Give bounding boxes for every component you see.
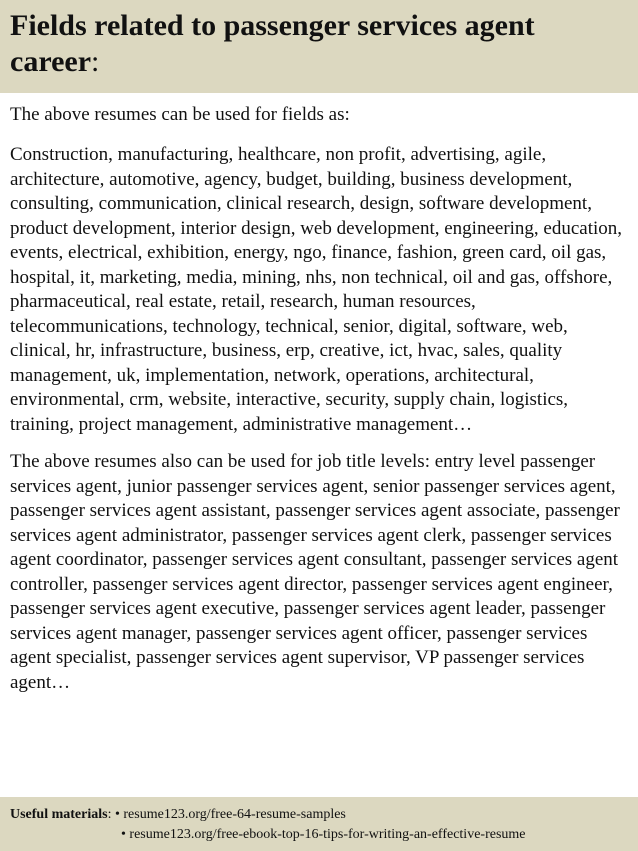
- footer-link-1[interactable]: • resume123.org/free-64-resume-samples: [114, 807, 346, 822]
- header-band: [0, 0, 638, 93]
- useful-materials-colon: :: [107, 807, 112, 822]
- job-levels-list: The above resumes also can be used for job title levels: entry level passenger services agent, junior passenger services agent, senior passenger services agent, passenger services agent assistant, passenger services agent associate, passenger services agent administrator, passenger services agent clerk, passenger services agent coordinator, passenger services agent consultant, passenger services agent controller, passenger services agent director, passenger services agent engineer, passenger services agent executive, passenger services agent leader, passenger services agent manager, passenger services agent officer, passenger services agent specialist, passenger services agent supervisor, VP passenger services agent…: [10, 451, 620, 693]
- page-title-text: Fields related to passenger services agent career: [10, 9, 535, 78]
- intro-text: The above resumes can be used for fields as:: [10, 104, 350, 125]
- footer-band: [0, 797, 638, 851]
- main-content: [0, 93, 638, 695]
- footer-link-2[interactable]: • resume123.org/free-ebook-top-16-tips-for-writing-an-effective-resume: [121, 827, 526, 842]
- useful-materials-label: Useful materials: [10, 807, 108, 822]
- page-title-colon: :: [91, 45, 100, 78]
- footer-row-2: [10, 825, 628, 845]
- page-title: [10, 8, 628, 80]
- fields-list: Construction, manufacturing, healthcare, non profit, advertising, agile, architecture, automotive, agency, budget, building, business development, consulting, communication, clinical research, design, software development, product development, interior design, web development, engineering, education, events, electrical, exhibition, energy, ngo, finance, fashion, green card, oil gas, hospital, it, marketing, media, mining, nhs, non technical, oil and gas, offshore, pharmaceutical, real estate, retail, research, human resources, telecommunications, technology, technical, senior, digital, software, web, clinical, hr, infrastructure, business, erp, creative, ict, hvac, sales, quality management, uk, implementation, network, operations, architectural, environmental, crm, website, interactive, security, supply chain, logistics, training, project management, administrative management…: [10, 144, 623, 435]
- footer-row-1: [10, 805, 628, 825]
